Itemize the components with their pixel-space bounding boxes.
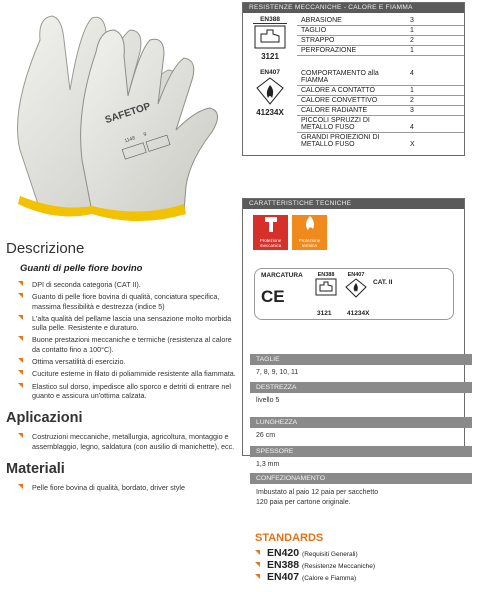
spec-spessore: SPESSORE 1,3 mm bbox=[250, 446, 472, 471]
resistenze-header: RESISTENZE MECCANICHE - CALORE E FIAMMA bbox=[243, 3, 464, 13]
glove-size-label: 9 bbox=[142, 131, 148, 139]
spec-destrezza: DESTREZZA livello 5 bbox=[250, 382, 472, 407]
bullet-icon bbox=[255, 574, 260, 579]
en388-block bbox=[243, 16, 297, 61]
standards-title: STANDARDS bbox=[255, 532, 324, 544]
table-row: TAGLIO 1 bbox=[297, 26, 464, 36]
en388-label: EN388 bbox=[253, 16, 287, 24]
en407-block bbox=[243, 69, 297, 149]
spec-taglie: TAGLIE 7, 8, 9, 10, 11 bbox=[250, 354, 472, 379]
thermal-protection-badge: Protezione termica bbox=[292, 215, 327, 250]
bullet-icon bbox=[255, 562, 260, 567]
list-item: DPI di seconda categoria (CAT II). bbox=[6, 280, 236, 289]
descrizione-title: Descrizione bbox=[6, 240, 85, 257]
marcatura-box bbox=[254, 268, 454, 320]
spec-lunghezza: LUNGHEZZA 26 cm bbox=[250, 417, 472, 442]
list-item: Guanto di pelle fiore bovina di qualità, conciatura specifica, massima flessibilità e destrezza (indice 5) bbox=[6, 292, 236, 311]
descrizione-list bbox=[6, 280, 236, 400]
table-row: CALORE A CONTATTO 1 bbox=[297, 86, 464, 96]
list-item: Costruzioni meccaniche, metallurgia, agricoltura, montaggio e assemblaggio, legno, saldatura (con ausilio di manichette), ecc. bbox=[6, 432, 236, 451]
list-item: Pelle fiore bovina di qualità, bordato, driver style bbox=[6, 483, 236, 492]
en388-code: 3121 bbox=[261, 52, 279, 61]
marcatura-en407: EN407 bbox=[343, 272, 369, 300]
marcatura-title: MARCATURA bbox=[261, 272, 303, 279]
glove-brand-label: SAFETOP bbox=[103, 101, 152, 127]
bullet-icon bbox=[18, 293, 23, 298]
table-row: COMPORTAMENTO alla FIAMMA 4 bbox=[297, 69, 464, 86]
bullet-icon bbox=[255, 550, 260, 555]
bullet-icon bbox=[18, 383, 23, 388]
list-item: Elastico sul dorso, impedisce allo sporco e detriti di entrare nel guanto e assicura un'ottima calzata. bbox=[6, 382, 236, 401]
caratteristiche-header: CARATTERISTICHE TECNICHE bbox=[243, 199, 464, 209]
standard-item: EN407 (Calore e Fiamma) bbox=[255, 572, 375, 584]
table-row: PICCOLI SPRUZZI DI METALLO FUSO 4 bbox=[297, 116, 464, 133]
en407-table bbox=[297, 69, 464, 149]
hammer-glove-icon bbox=[253, 24, 287, 50]
applicazioni-title: Aplicazioni bbox=[6, 410, 83, 427]
standard-item: EN420 (Requisiti Generali) bbox=[255, 548, 375, 560]
resistenze-panel bbox=[242, 2, 465, 156]
bullet-icon bbox=[18, 281, 23, 286]
flame-icon bbox=[255, 76, 285, 106]
flame-icon bbox=[345, 278, 367, 298]
materiali-list bbox=[6, 483, 236, 492]
en388-section bbox=[243, 13, 464, 61]
marcatura-en388: EN388 bbox=[313, 272, 339, 298]
list-item: Buone prestazioni meccaniche e termiche (resistenza al calore da contatto fino a 100°C). bbox=[6, 335, 236, 354]
hammer-icon bbox=[261, 215, 281, 233]
en388-table bbox=[297, 16, 464, 61]
table-row: GRANDI PROIEZIONI DI METALLO FUSO X bbox=[301, 134, 415, 148]
en407-section bbox=[243, 61, 464, 155]
table-row: CALORE CONVETTIVO 2 bbox=[297, 96, 464, 106]
standard-item: EN388 (Resistenze Meccaniche) bbox=[255, 560, 375, 572]
en407-code: 41234X bbox=[256, 108, 284, 117]
bullet-icon bbox=[18, 370, 23, 375]
en407-label: EN407 bbox=[260, 69, 280, 76]
standards-section bbox=[255, 532, 375, 584]
hammer-glove-icon bbox=[315, 278, 337, 296]
glove-number-label: 1148 bbox=[123, 135, 136, 145]
marcatura-code2: 41234X bbox=[347, 310, 370, 317]
left-column bbox=[6, 240, 236, 495]
table-row: ABRASIONE 3 bbox=[297, 16, 464, 26]
list-item: Cuciture esterne in filato di poliammide resistente alla fiammata. bbox=[6, 369, 236, 378]
bullet-icon bbox=[18, 484, 23, 489]
glove-product-image bbox=[0, 0, 240, 232]
table-row: STRAPPO 2 bbox=[297, 36, 464, 46]
descrizione-subtitle: Guanti di pelle fiore bovino bbox=[20, 263, 143, 274]
flame-icon bbox=[300, 215, 320, 233]
ce-mark: CE bbox=[261, 287, 285, 306]
bullet-icon bbox=[18, 336, 23, 341]
table-row: CALORE RADIANTE 3 bbox=[297, 106, 464, 116]
bullet-icon bbox=[18, 358, 23, 363]
bullet-icon bbox=[18, 433, 23, 438]
materiali-title: Materiali bbox=[6, 460, 65, 477]
list-item: Ottima versatilità di esercizio. bbox=[6, 357, 236, 366]
confezionamento-text: Imbustato al paio 12 paia per sacchetto 120 paia per cartone originale. bbox=[256, 489, 379, 506]
list-item: L'alta qualità del pellame lascia una sensazione molto morbida sulla pelle. Resistente e duraturo. bbox=[6, 314, 236, 333]
spec-confezionamento: CONFEZIONAMENTO Imbustato al paio 12 paia per sacchetto 120 paia per cartone originale. bbox=[250, 473, 472, 512]
marcatura-code1: 3121 bbox=[317, 310, 332, 317]
mechanical-protection-badge: Protezione meccanica bbox=[253, 215, 288, 250]
applicazioni-list bbox=[6, 432, 236, 451]
marcatura-cat: CAT. II bbox=[373, 279, 393, 286]
bullet-icon bbox=[18, 315, 23, 320]
table-row: PERFORAZIONE 1 bbox=[297, 46, 464, 56]
